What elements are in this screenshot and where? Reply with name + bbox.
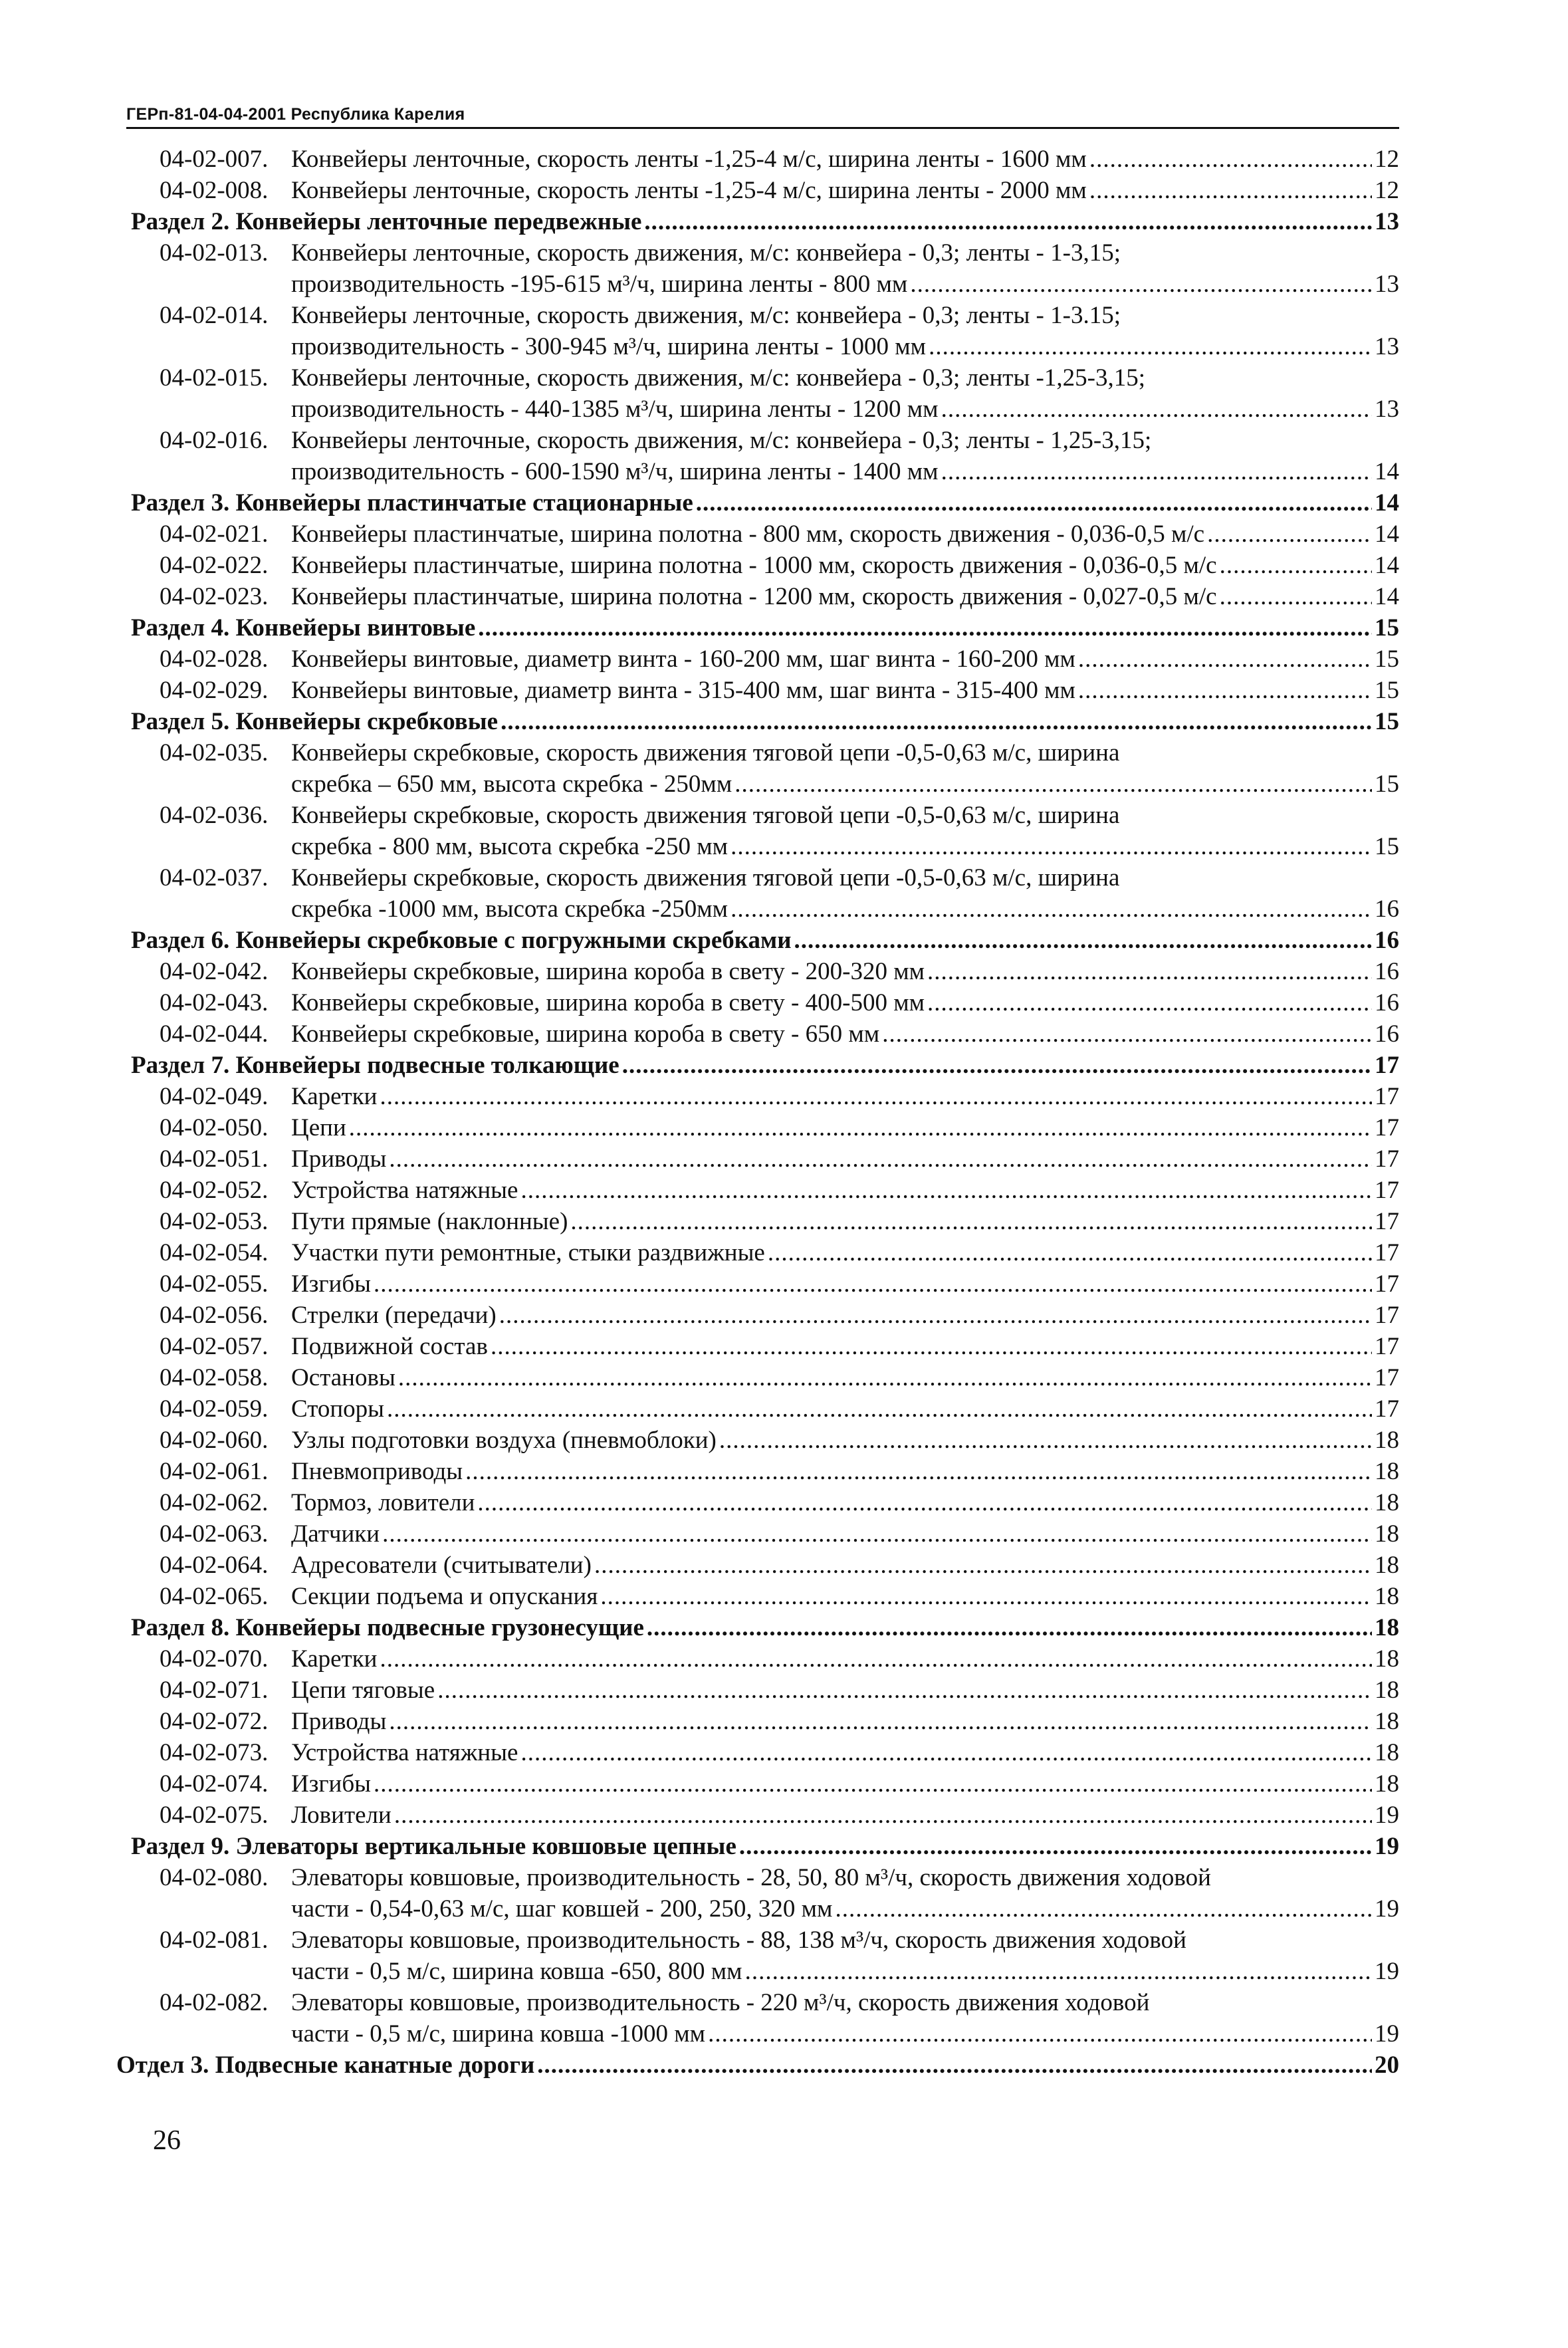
dot-leader [696,487,1372,519]
toc-entry-title: части - 0,54-0,63 м/с, шаг ковшей - 200, 250, 320 мм [291,1895,833,1923]
toc-entry-code: 04-02-081. [160,1927,269,1954]
dot-leader [1089,144,1372,175]
dot-leader [644,206,1372,237]
toc-entry[interactable] [116,550,1399,581]
toc-entry-title: Конвейеры скребковые, ширина короба в свету - 650 мм [291,1020,880,1048]
toc-entry-title: Конвейеры ленточные, скорость движения, м/с: конвейера - 0,3; ленты - 1,25-3,15; [291,427,1152,454]
dot-leader [349,1112,1372,1143]
toc-entry-code: 04-02-075. [160,1802,269,1829]
toc-entry-code: 04-02-072. [160,1708,269,1735]
toc-entry-title: Изгибы [291,1270,371,1298]
dot-leader [739,1831,1372,1862]
dot-leader [929,331,1372,362]
toc-entry-code: 04-02-042. [160,958,269,985]
toc-entry-title: Раздел 7. Конвейеры подвесные толкающие [131,1052,619,1079]
toc-page-number: 14 [1375,583,1399,610]
toc-entry-continuation[interactable] [116,768,1399,800]
toc-entry-code: 04-02-060. [160,1427,269,1454]
toc-page-number: 18 [1375,1458,1399,1485]
dot-leader [941,456,1372,487]
dot-leader [478,612,1372,644]
toc-entry[interactable] [116,1362,1399,1393]
toc-entry-code: 04-02-029. [160,677,269,704]
dot-leader [647,1612,1372,1643]
toc-entry[interactable] [116,1550,1399,1581]
toc-entry[interactable] [116,1143,1399,1175]
toc-entry-code: 04-02-065. [160,1583,269,1610]
toc-entry-title: Цепи тяговые [291,1677,435,1704]
dot-leader [499,1300,1372,1331]
toc-entry-title: Устройства натяжные [291,1177,518,1204]
toc-entry-code: 04-02-037. [160,864,269,891]
toc-page-number: 13 [1375,208,1399,235]
toc-entry-title: Устройства натяжные [291,1739,518,1766]
toc-entry[interactable] [116,1393,1399,1425]
toc-section-heading[interactable] [116,487,1399,519]
toc-entry[interactable] [116,862,1399,893]
dot-leader [910,269,1372,300]
toc-page-number: 14 [1375,521,1399,548]
toc-entry[interactable] [116,300,1399,331]
toc-page-number: 19 [1375,1958,1399,1985]
dot-leader [1078,675,1372,706]
toc-page-number: 15 [1375,677,1399,704]
toc-entry-title: Конвейеры ленточные, скорость движения, м/с: конвейера - 0,3; ленты - 1-3.15; [291,302,1121,329]
toc-entry-title: Конвейеры скребковые, скорость движения тяговой цепи -0,5-0,63 м/с, ширина [291,802,1120,829]
toc-entry-code: 04-02-063. [160,1520,269,1548]
toc-entry[interactable] [116,1268,1399,1300]
toc-entry-code: 04-02-062. [160,1489,269,1516]
toc-page-number: 18 [1375,1645,1399,1673]
toc-entry-title: Датчики [291,1520,380,1548]
toc-entry-code: 04-02-028. [160,646,269,673]
toc-entry-title: скребка -1000 мм, высота скребка -250мм [291,895,728,923]
toc-entry-title: скребка – 650 мм, высота скребка - 250мм [291,770,732,798]
toc-entry-title: Каретки [291,1645,378,1673]
toc-entry-title: производительность - 440-1385 м³/ч, ширина ленты - 1200 мм [291,396,939,423]
toc-entry-title: Конвейеры пластинчатые, ширина полотна - 800 мм, скорость движения - 0,036-0,5 м/с [291,521,1205,548]
toc-entry-code: 04-02-022. [160,552,269,579]
toc-page-number: 18 [1375,1614,1399,1641]
toc-entry[interactable] [116,519,1399,550]
dot-leader [520,1737,1372,1768]
toc-page-number: 16 [1375,895,1399,923]
toc-entry-code: 04-02-015. [160,364,269,392]
toc-entry-code: 04-02-044. [160,1020,269,1048]
toc-entry-title: Ловители [291,1802,392,1829]
toc-entry-title: Секции подъема и опускания [291,1583,598,1610]
toc-entry-title: Конвейеры скребковые, скорость движения тяговой цепи -0,5-0,63 м/с, ширина [291,864,1120,891]
toc-entry[interactable] [116,1018,1399,1050]
toc-section-heading[interactable] [116,206,1399,237]
toc-page-number: 18 [1375,1583,1399,1610]
toc-entry-title: Элеваторы ковшовые, производительность - 88, 138 м³/ч, скорость движения ходовой [291,1927,1186,1954]
toc-entry-title: Пути прямые (наклонные) [291,1208,568,1235]
dot-leader [600,1581,1372,1612]
dot-leader [1089,175,1372,206]
toc-entry-title: Раздел 5. Конвейеры скребковые [131,708,499,735]
toc-entry-title: Раздел 4. Конвейеры винтовые [131,614,476,642]
toc-page-number: 14 [1375,458,1399,485]
toc-entry-title: производительность - 300-945 м³/ч, ширина ленты - 1000 мм [291,333,927,360]
toc-entry[interactable] [116,675,1399,706]
toc-section-heading[interactable] [116,706,1399,737]
toc-entry-code: 04-02-058. [160,1364,269,1391]
toc-entry-title: производительность - 600-1590 м³/ч, ширина ленты - 1400 мм [291,458,939,485]
toc-entry[interactable] [116,1643,1399,1675]
dot-leader [491,1331,1372,1362]
toc-entry[interactable] [116,1206,1399,1237]
toc-entry-code: 04-02-051. [160,1145,269,1173]
toc-page-number: 18 [1375,1739,1399,1766]
toc-entry-title: скребка - 800 мм, высота скребка -250 мм [291,833,728,860]
dot-leader [520,1175,1372,1206]
toc-entry-code: 04-02-008. [160,177,269,204]
toc-entry-title: Элеваторы ковшовые, производительность - 220 м³/ч, скорость движения ходовой [291,1989,1150,2016]
dot-leader [927,956,1372,987]
toc-section-heading[interactable] [116,1612,1399,1643]
toc-entry-title: Приводы [291,1708,387,1735]
toc-page-number: 16 [1375,989,1399,1016]
toc-entry-code: 04-02-049. [160,1083,269,1110]
toc-entry-title: Раздел 9. Элеваторы вертикальные ковшовые цепные [131,1833,736,1860]
toc-page-number: 15 [1375,614,1399,642]
toc-entry-continuation[interactable] [116,1956,1399,1987]
table-of-contents [116,144,1399,2081]
dot-leader [398,1362,1372,1393]
toc-page-number: 17 [1375,1083,1399,1110]
dot-leader [477,1487,1372,1518]
dot-leader [594,1550,1372,1581]
dot-leader [537,2050,1372,2081]
toc-entry[interactable] [116,1300,1399,1331]
toc-entry-code: 04-02-043. [160,989,269,1016]
toc-entry[interactable] [116,1081,1399,1112]
toc-entry[interactable] [116,644,1399,675]
dot-leader [389,1143,1372,1175]
document-header: ГЕРп-81-04-04-2001 Республика Карелия [126,105,1399,129]
toc-entry-continuation[interactable] [116,893,1399,925]
toc-entry-continuation[interactable] [116,269,1399,300]
toc-entry-code: 04-02-053. [160,1208,269,1235]
toc-entry[interactable] [116,581,1399,612]
toc-section-heading[interactable] [116,612,1399,644]
toc-entry-code: 04-02-036. [160,802,269,829]
toc-page-number: 18 [1375,1552,1399,1579]
toc-page-number: 17 [1375,1208,1399,1235]
toc-entry-code: 04-02-054. [160,1239,269,1266]
toc-entry[interactable] [116,1175,1399,1206]
dot-leader [1078,644,1372,675]
toc-page-number: 19 [1375,2020,1399,2048]
toc-entry-code: 04-02-013. [160,239,269,267]
toc-page-number: 15 [1375,770,1399,798]
toc-page-number: 18 [1375,1427,1399,1454]
toc-entry-title: Конвейеры ленточные, скорость движения, м/с: конвейера - 0,3; ленты - 1-3,15; [291,239,1121,267]
toc-entry-code: 04-02-074. [160,1770,269,1798]
toc-entry[interactable] [116,1768,1399,1800]
toc-entry-title: Стрелки (передачи) [291,1302,497,1329]
toc-entry-title: Конвейеры винтовые, диаметр винта - 315-400 мм, шаг винта - 315-400 мм [291,677,1075,704]
dot-leader [380,1081,1372,1112]
toc-page-number: 13 [1375,333,1399,360]
toc-page-number: 17 [1375,1395,1399,1423]
toc-entry[interactable] [116,1487,1399,1518]
dot-leader [501,706,1372,737]
toc-entry-code: 04-02-052. [160,1177,269,1204]
toc-entry-continuation[interactable] [116,456,1399,487]
toc-entry-continuation[interactable] [116,331,1399,362]
dot-leader [394,1800,1372,1831]
toc-page-number: 17 [1375,1333,1399,1360]
dot-leader [389,1706,1372,1737]
toc-entry[interactable] [116,1675,1399,1706]
toc-entry-code: 04-02-061. [160,1458,269,1485]
toc-entry[interactable] [116,737,1399,768]
toc-entry-title: части - 0,5 м/с, ширина ковша -650, 800 мм [291,1958,742,1985]
dot-leader [570,1206,1372,1237]
dot-leader [745,1956,1372,1987]
dot-leader [708,2018,1372,2050]
toc-entry-code: 04-02-007. [160,146,269,173]
page-number: 26 [153,2125,181,2156]
toc-entry-title: Раздел 3. Конвейеры пластинчатые стационарные [131,489,693,517]
dot-leader [835,1893,1372,1925]
toc-entry-title: Конвейеры скребковые, ширина короба в свету - 400-500 мм [291,989,925,1016]
toc-page-number: 16 [1375,958,1399,985]
dot-leader [730,831,1372,862]
toc-entry-title: Стопоры [291,1395,385,1423]
toc-entry-title: Остановы [291,1364,395,1391]
toc-entry-title: производительность -195-615 м³/ч, ширина ленты - 800 мм [291,271,908,298]
toc-entry[interactable] [116,1456,1399,1487]
toc-entry[interactable] [116,425,1399,456]
toc-entry-code: 04-02-014. [160,302,269,329]
toc-page-number: 18 [1375,1489,1399,1516]
toc-entry[interactable] [116,175,1399,206]
toc-entry-title: Элеваторы ковшовые, производительность - 28, 50, 80 м³/ч, скорость движения ходовой [291,1864,1211,1891]
toc-page-number: 17 [1375,1364,1399,1391]
dot-leader [730,893,1372,925]
dot-leader [387,1393,1372,1425]
toc-entry-continuation[interactable] [116,2018,1399,2050]
toc-entry-title: Каретки [291,1083,378,1110]
toc-section-heading[interactable] [116,1831,1399,1862]
dot-leader [374,1768,1372,1800]
dot-leader [941,394,1372,425]
toc-entry-continuation[interactable] [116,394,1399,425]
toc-page-number: 17 [1375,1114,1399,1141]
toc-entry-code: 04-02-071. [160,1677,269,1704]
toc-entry[interactable] [116,1706,1399,1737]
toc-entry-title: Цепи [291,1114,346,1141]
toc-entry-title: Конвейеры пластинчатые, ширина полотна - 1200 мм, скорость движения - 0,027-0,5 м/с [291,583,1217,610]
toc-page-number: 19 [1375,1895,1399,1923]
toc-entry-title: Конвейеры пластинчатые, ширина полотна - 1000 мм, скорость движения - 0,036-0,5 м/с [291,552,1217,579]
toc-entry-code: 04-02-064. [160,1552,269,1579]
toc-page-number: 12 [1375,146,1399,173]
toc-entry-code: 04-02-023. [160,583,269,610]
toc-entry-title: Пневмоприводы [291,1458,463,1485]
toc-entry-code: 04-02-055. [160,1270,269,1298]
toc-entry[interactable] [116,1425,1399,1456]
toc-entry-title: Раздел 8. Конвейеры подвесные грузонесущие [131,1614,644,1641]
dot-leader [380,1643,1372,1675]
toc-entry-code: 04-02-016. [160,427,269,454]
toc-entry[interactable] [116,1581,1399,1612]
dot-leader [622,1050,1372,1081]
toc-entry-title: части - 0,5 м/с, ширина ковша -1000 мм [291,2020,706,2048]
toc-entry-continuation[interactable] [116,831,1399,862]
toc-entry[interactable] [116,1862,1399,1893]
toc-entry-title: Раздел 2. Конвейеры ленточные передвежные [131,208,642,235]
toc-entry-title: Конвейеры ленточные, скорость ленты -1,25-4 м/с, ширина ленты - 1600 мм [291,146,1087,173]
toc-entry[interactable] [116,237,1399,269]
dot-leader [1220,550,1372,581]
toc-entry-code: 04-02-070. [160,1645,269,1673]
toc-entry[interactable] [116,1925,1399,1956]
toc-entry-code: 04-02-073. [160,1739,269,1766]
toc-page-number: 14 [1375,489,1399,517]
dot-leader [794,925,1372,956]
toc-page-number: 17 [1375,1177,1399,1204]
toc-entry-title: Приводы [291,1145,387,1173]
toc-entry[interactable] [116,144,1399,175]
toc-entry-title: Конвейеры ленточные, скорость ленты -1,25-4 м/с, ширина ленты - 2000 мм [291,177,1087,204]
toc-entry-title: Конвейеры скребковые, ширина короба в свету - 200-320 мм [291,958,925,985]
toc-page-number: 13 [1375,271,1399,298]
toc-page-number: 15 [1375,708,1399,735]
dot-leader [465,1456,1372,1487]
toc-department-heading[interactable] [116,2050,1399,2081]
toc-entry-code: 04-02-050. [160,1114,269,1141]
toc-page-number: 18 [1375,1708,1399,1735]
toc-entry-title: Изгибы [291,1770,371,1798]
toc-page-number: 16 [1375,927,1399,954]
dot-leader [734,768,1372,800]
toc-entry[interactable] [116,800,1399,831]
toc-entry-code: 04-02-056. [160,1302,269,1329]
toc-entry[interactable] [116,1112,1399,1143]
toc-page-number: 15 [1375,833,1399,860]
toc-entry[interactable] [116,1518,1399,1550]
toc-page-number: 18 [1375,1770,1399,1798]
toc-page-number: 20 [1375,2052,1399,2079]
dot-leader [382,1518,1372,1550]
toc-page-number: 14 [1375,552,1399,579]
toc-entry-code: 04-02-021. [160,521,269,548]
toc-entry-title: Отдел 3. Подвесные канатные дороги [116,2052,535,2079]
toc-entry-title: Конвейеры скребковые, скорость движения тяговой цепи -0,5-0,63 м/с, ширина [291,739,1120,766]
toc-entry-title: Подвижной состав [291,1333,488,1360]
toc-entry-title: Тормоз, ловители [291,1489,475,1516]
toc-page-number: 19 [1375,1802,1399,1829]
toc-entry-code: 04-02-057. [160,1333,269,1360]
toc-page-number: 17 [1375,1270,1399,1298]
toc-page-number: 19 [1375,1833,1399,1860]
toc-page-number: 18 [1375,1677,1399,1704]
toc-page-number: 15 [1375,646,1399,673]
toc-entry-title: Узлы подготовки воздуха (пневмоблоки) [291,1427,717,1454]
toc-entry[interactable] [116,1987,1399,2018]
dot-leader [1207,519,1372,550]
toc-entry[interactable] [116,987,1399,1018]
toc-section-heading[interactable] [116,1050,1399,1081]
toc-entry-title: Конвейеры винтовые, диаметр винта - 160-200 мм, шаг винта - 160-200 мм [291,646,1075,673]
toc-entry[interactable] [116,956,1399,987]
dot-leader [882,1018,1372,1050]
toc-entry-title: Адресователи (считыватели) [291,1552,592,1579]
toc-page-number: 16 [1375,1020,1399,1048]
dot-leader [437,1675,1372,1706]
dot-leader [768,1237,1372,1268]
toc-page-number: 18 [1375,1520,1399,1548]
toc-entry-code: 04-02-080. [160,1864,269,1891]
toc-page-number: 17 [1375,1239,1399,1266]
dot-leader [374,1268,1372,1300]
toc-entry-title: Раздел 6. Конвейеры скребковые с погружными скребками [131,927,792,954]
toc-section-heading[interactable] [116,925,1399,956]
toc-entry-code: 04-02-082. [160,1989,269,2016]
toc-entry-continuation[interactable] [116,1893,1399,1925]
toc-page-number: 12 [1375,177,1399,204]
toc-entry[interactable] [116,1237,1399,1268]
toc-entry[interactable] [116,362,1399,394]
toc-entry[interactable] [116,1331,1399,1362]
toc-entry-code: 04-02-059. [160,1395,269,1423]
toc-entry[interactable] [116,1800,1399,1831]
toc-page-number: 13 [1375,396,1399,423]
toc-page-number: 17 [1375,1302,1399,1329]
toc-page-number: 17 [1375,1052,1399,1079]
toc-entry-code: 04-02-035. [160,739,269,766]
dot-leader [1220,581,1372,612]
toc-page-number: 17 [1375,1145,1399,1173]
dot-leader [719,1425,1372,1456]
dot-leader [927,987,1372,1018]
toc-entry-title: Конвейеры ленточные, скорость движения, м/с: конвейера - 0,3; ленты -1,25-3,15; [291,364,1145,392]
toc-entry-title: Участки пути ремонтные, стыки раздвижные [291,1239,765,1266]
toc-entry[interactable] [116,1737,1399,1768]
